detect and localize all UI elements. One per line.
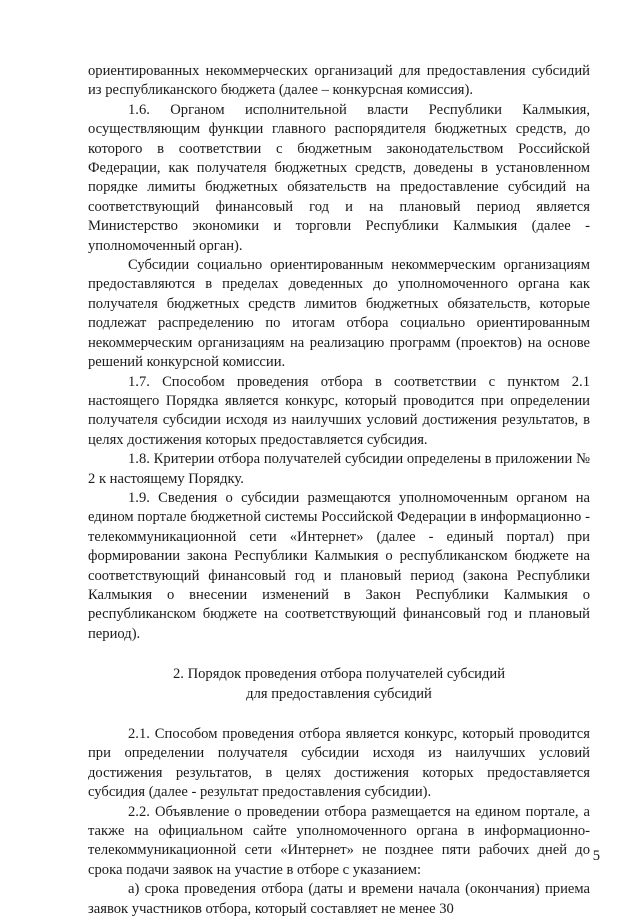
paragraph-2-1: 2.1. Способом проведения отбора является конкурс, который проводится при определении получателя субсидии исходя из наилучших условий достижения результатов, в целях достижения которых предоставляется субсидия (далее - результат предоставления субсидии). xyxy=(88,726,590,801)
paragraph-1-9: 1.9. Сведения о субсидии размещаются уполномоченным органом на едином портале бюджетной системы Российской Федерации в информационно - телекоммуникационной сети «Интернет» (далее - единый портал) при формировании закона Республики Калмыкия о республиканском бюджете на соответствующий финансовый год и плановый период (закона Республики Калмыкия о внесении изменений в Закон Республики Калмыкия о республиканском бюджете на соответствующий финансовый год и плановый период). xyxy=(88,489,590,642)
paragraph-1-6: 1.6. Органом исполнительной власти Республики Калмыкия, осуществляющим функции главного распорядителя бюджетных средств, до которого в соответствии с бюджетным законодательством Российской Федерации, как получателя бюджетных средств, доведены в установленном порядке лимиты бюджетных обязательств на предоставление субсидий на соответствующий финансовый год и на плановый период является Министерство экономики и торговли Республики Калмыкия (далее - уполномоченный орган). xyxy=(88,101,590,254)
section-2-heading-line2: для предоставления субсидий xyxy=(246,685,432,702)
paragraph-2-2: 2.2. Объявление о проведении отбора размещается на едином портале, а также на официальном сайте уполномоченного органа в информационно-телекоммуникационной сети «Интернет» не позднее пяти рабочих дней до срока подачи заявок на участие в отборе с указанием: xyxy=(88,803,590,878)
section-gap xyxy=(88,644,590,665)
paragraph-subsidies-limits: Субсидии социально ориентированным некоммерческим организациям предоставляются в пределах доведенных до уполномоченного органа как получателя бюджетных средств лимитов бюджетных обязательств, которые подлежат распределению по итогам отбора социально ориентированным некоммерческим организациям на реализацию программ (проектов) на основе решений конкурсной комиссии. xyxy=(88,257,590,371)
section-2-heading xyxy=(88,665,590,704)
paragraph-2-2-a: а) срока проведения отбора (даты и времени начала (окончания) приема заявок участников отбора, который составляет не менее 30 xyxy=(88,881,590,917)
document-body xyxy=(88,62,590,919)
section-2-heading-line1: 2. Порядок проведения отбора получателей субсидий xyxy=(172,666,506,683)
page-number: 5 xyxy=(592,848,600,864)
paragraph-1-7: 1.7. Способом проведения отбора в соответствии с пунктом 2.1 настоящего Порядка является конкурс, который проводится при определении получателя субсидии исходя из наилучших условий достижения результатов, в целях достижения которых предоставляется субсидия. xyxy=(88,373,590,448)
paragraph-1-8: 1.8. Критерии отбора получателей субсидии определены в приложении № 2 к настоящему Порядку. xyxy=(88,451,590,487)
paragraph-commission-continuation: ориентированных некоммерческих организаций для предоставления субсидий из республиканского бюджета (далее – конкурсная комиссия). xyxy=(88,63,590,99)
section-gap xyxy=(88,704,590,725)
